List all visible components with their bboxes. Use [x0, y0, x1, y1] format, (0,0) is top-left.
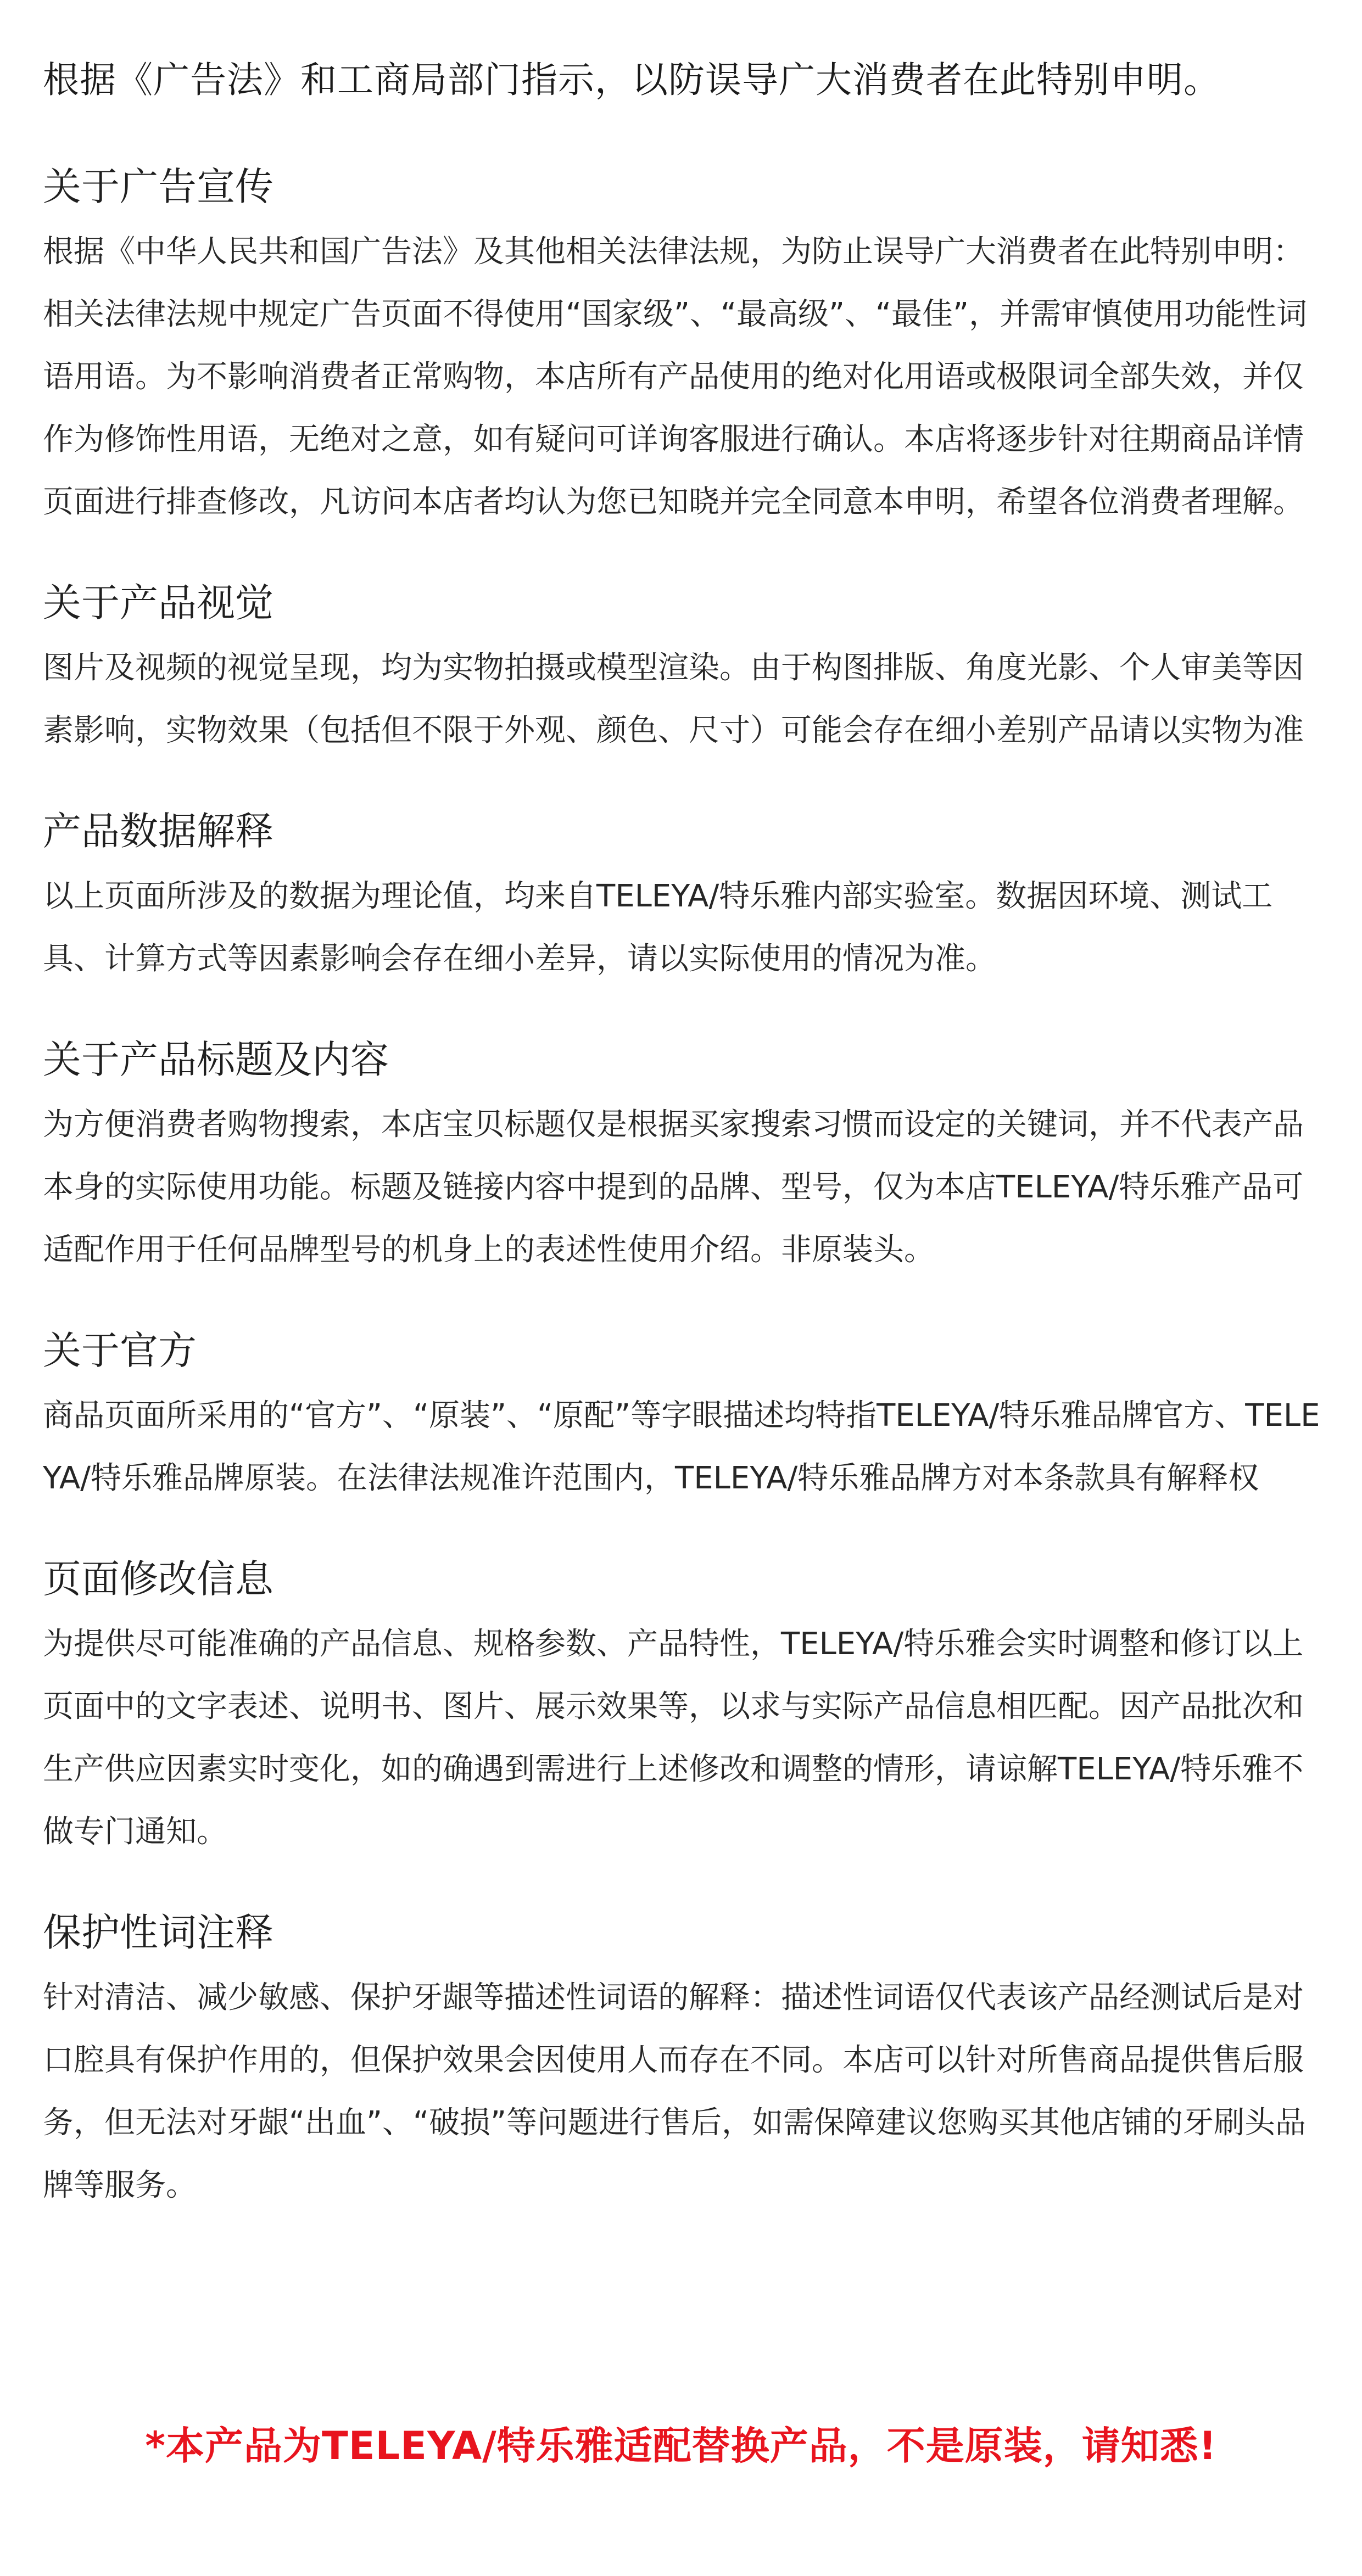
section-title: 产品数据解释	[43, 809, 273, 854]
not-original-notice: *本产品为TELEYA/特乐雅适配替换产品，不是原装，请知悉!	[145, 2423, 1217, 2468]
section-body: 为提供尽可能准确的产品信息、规格参数、产品特性，TELEYA/特乐雅会实时调整和修订以上页面中的文字表述、说明书、图片、展示效果等，以求与实际产品信息相匹配。因产品批次和生产供应因素实时变化，如的确遇到需进行上述修改和调整的情形，请谅解TELEYA/特乐雅不做专门通知。	[43, 1626, 1304, 1850]
section-official	[43, 1324, 1322, 1510]
section-title: 关于官方	[43, 1328, 197, 1373]
intro-statement: 根据《广告法》和工商局部门指示，以防误导广大消费者在此特别申明。	[43, 59, 1220, 101]
section-advertising	[43, 160, 1322, 534]
section-body: 商品页面所采用的“官方”、“原装”、“原配”等字眼描述均特指TELEYA/特乐雅品牌官方、TELEYA/特乐雅品牌原装。在法律法规准许范围内，TELEYA/特乐雅品牌方对本条款具有解释权	[43, 1398, 1320, 1496]
section-body: 针对清洁、减少敏感、保护牙龈等描述性词语的解释：描述性词语仅代表该产品经测试后是对口腔具有保护作用的，但保护效果会因使用人而存在不同。本店可以针对所售商品提供售后服务，但无法对牙龈“出血”、“破损”等问题进行售后，如需保障建议您购买其他店铺的牙刷头品牌等服务。	[43, 1980, 1307, 2203]
section-title: 保护性词注释	[43, 1910, 273, 1955]
section-body: 根据《中华人民共和国广告法》及其他相关法律法规，为防止误导广大消费者在此特别申明：相关法律法规中规定广告页面不得使用“国家级”、“最高级”、“最佳”，并需审慎使用功能性词语用语。为不影响消费者正常购物，本店所有产品使用的绝对化用语或极限词全部失效，并仅作为修饰性用语，无绝对之意，如有疑问可详询客服进行确认。本店将逐步针对往期商品详情页面进行排查修改，凡访问本店者均认为您已知晓并完全同意本申明，希望各位消费者理解。	[43, 234, 1308, 520]
section-title: 关于产品标题及内容	[43, 1037, 389, 1082]
section-product-data	[43, 805, 1322, 990]
section-product-title	[43, 1033, 1322, 1281]
section-body: 为方便消费者购物搜索，本店宝贝标题仅是根据买家搜索习惯而设定的关键词，并不代表产品本身的实际使用功能。标题及链接内容中提到的品牌、型号，仅为本店TELEYA/特乐雅产品可适配作用于任何品牌型号的机身上的表述性使用介绍。非原装头。	[43, 1107, 1304, 1268]
section-protective-terms	[43, 1906, 1322, 2217]
section-title: 关于广告宣传	[43, 164, 273, 209]
section-product-visual	[43, 576, 1322, 762]
section-page-modification	[43, 1553, 1322, 1863]
section-title: 页面修改信息	[43, 1556, 273, 1601]
section-body: 以上页面所涉及的数据为理论值，均来自TELEYA/特乐雅内部实验室。数据因环境、测试工具、计算方式等因素影响会存在细小差异，请以实际使用的情况为准。	[43, 878, 1273, 977]
section-body: 图片及视频的视觉呈现，均为实物拍摄或模型渲染。由于构图排版、角度光影、个人审美等因素影响，实物效果（包括但不限于外观、颜色、尺寸）可能会存在细小差别产品请以实物为准	[43, 650, 1304, 748]
section-title: 关于产品视觉	[43, 580, 273, 625]
